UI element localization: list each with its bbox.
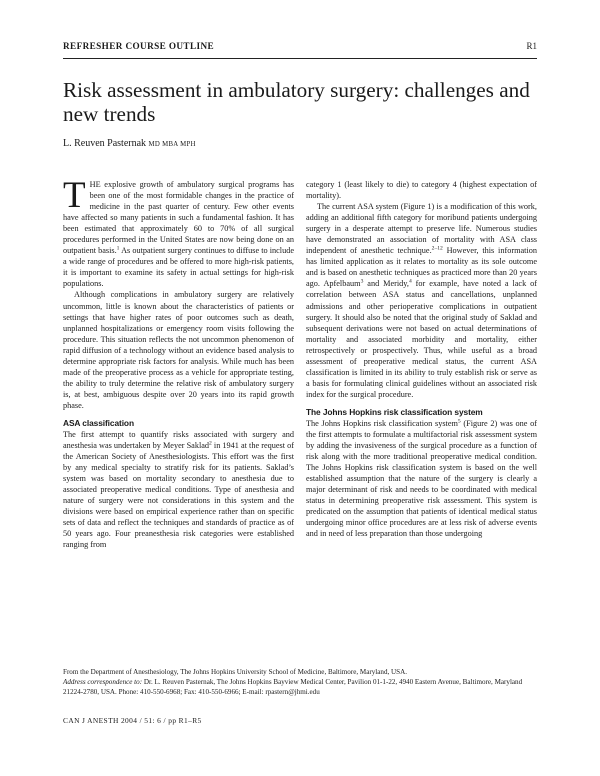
paragraph: category 1 (least likely to die) to category 4 (highest expectation of mortality).	[306, 180, 537, 201]
article-title: Risk assessment in ambulatory surgery: challenges and new trends	[63, 78, 530, 126]
running-header	[63, 41, 537, 57]
paragraph: The first attempt to quantify risks associated with surgery and anesthesia was undertaken by Meyer Saklad$^2$ in 1941 at the request of the American Society of Anesthesiologists. This effort was the first by any medical specialty to stratify risk for its patients. Saklad’s system was based on mortality secondary to anesthesia due to associated preoperative medical conditions. Type of anesthesia and nature of surgery were not considerations in this system and the divisions were based on empirical experience rather than on specific sets of data and reflect the techniques and standards of practice as of 50 years ago. Four preanesthesia risk categories were established ranging from	[63, 429, 294, 550]
paragraph: Although complications in ambulatory surgery are relatively uncommon, little is known about the characteristics of patients or settings that have higher rates of poor outcomes such as death, unplanned hospitalizations or emergency room visits following the procedure. This situation reflects the not uncommon phenomenon of rapid diffusion of a technology without an evidence based analysis to determine appropriate risk factors for analysis. While much has been made of the preoperative process as a vehicle for appropriate testing, the ability to truly determine the relative risk of ambulatory surgery is, at best, ambiguous despite over 20 years into its rapid growth phase.	[63, 290, 294, 410]
drop-cap: T	[63, 175, 86, 216]
header-rule	[63, 58, 537, 59]
correspondence-line: Address correspondence to: Dr. L. Reuven Pasternak, The Johns Hopkins Bayview Medical Center, Pavilion 01-1-22, 4940 Eastern Avenue, Baltimore, Maryland 21224-2780, USA. Phone: 410-550-6968; Fax: 410-550-6966; E-mail: rpastern@jhmi.edu	[63, 678, 523, 697]
citation-ref: 2–12	[431, 245, 443, 252]
citation-ref: 1	[116, 245, 120, 252]
citation-ref: 5	[457, 418, 461, 425]
paragraph: The current ASA system (Figure 1) is a modification of this work, adding an additional fifth category for moribund patients undergoing surgery in a desperate attempt to preserve life. Numerous studies have demonstrated an association of mortality with ASA class independent of anesthetic technique.$^{2-12}$ However, this information has limited application as it relates to mortality as its sole outcome and is based on anesthetic techniques as practiced more than 20 years ago. Apfelbaum$^3$ and Meridy,$^4$ for example, have noted a lack of correlation between ASA status and cancellations, unplanned admissions and other perioperative complications in outpatient surgery. It should also be noted that the original study of Saklad and subsequent derivations were not based on actual determinations of mortality and associated morbidity and mortality, either retrospectively or prospectively. Thus, while useful as a broad assessment of preoperative medical status, the current ASA classification is limited in its ability to truly establish risk or serve as a basis for formulating clinical guidelines without an associated risk index for the surgical procedure.	[306, 202, 537, 399]
affiliation-footnote	[63, 667, 537, 697]
right-column	[306, 179, 537, 539]
affiliation-line: From the Department of Anesthesiology, The Johns Hopkins University School of Medicine, Baltimore, Maryland, USA.	[63, 668, 408, 676]
author-name: L. Reuven Pasternak	[63, 138, 147, 149]
citation-ref: 2	[209, 440, 212, 447]
author-line	[63, 138, 196, 149]
author-degrees: MD MBA MPH	[148, 141, 196, 148]
section-heading-johns-hopkins: The Johns Hopkins risk classification system	[306, 406, 483, 417]
citation-ref: 3	[360, 278, 364, 285]
journal-citation: CAN J ANESTH 2004 / 51: 6 / pp R1–R5	[63, 716, 202, 725]
paragraph: The Johns Hopkins risk classification system$^5$ (Figure 2) was one of the first attempts to formulate a multifactorial risk assessment system by adding the invasiveness of the surgical procedure as a function of risk along with the more traditional preoperative medical condition. The Johns Hopkins risk classification system is based on the well established assumption that the nature of the surgery is clearly a major determinant of risk and needs to be coordinated with medical status in determining preoperative risk assessment. This system is predicated on the assumption that patients of identical medical status undergoing minor office procedures are at less risk of adverse events and in need of less preparation than those undergoing	[306, 418, 537, 539]
intro-paragraph: THE explosive growth of ambulatory surgical programs has been one of the most formidable changes in the practice of medicine in the past quarter of century. Few other events have affected so many patients in such a fundamental fashion. It has been estimated that approximately 60 to 70% of all surgical procedures performed in the United States are now being done on an outpatient basis.$^1$ As outpatient surgery continues to diffuse to include a wide range of procedures and be offered to more high-risk patients, it is important to examine its safety in actual settings for high-risk populations.	[63, 175, 294, 289]
section-heading-asa: ASA classification	[63, 417, 134, 428]
citation-ref: 4	[408, 278, 412, 285]
left-column	[63, 175, 294, 551]
page-number: R1	[526, 41, 537, 51]
section-label: REFRESHER COURSE OUTLINE	[63, 41, 215, 51]
